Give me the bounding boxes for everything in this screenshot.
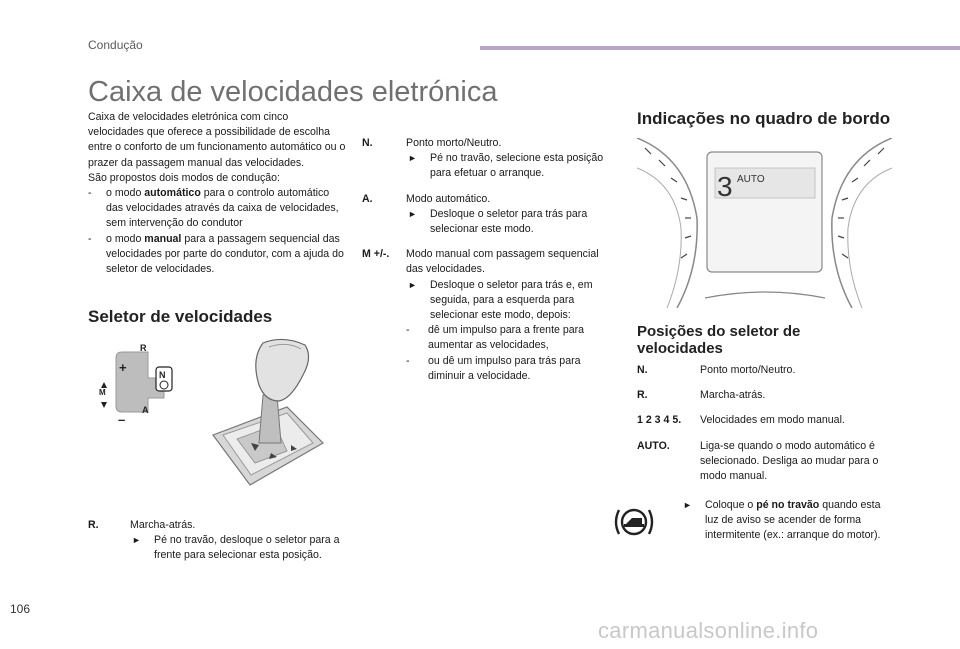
arrow-up-icon [101, 382, 107, 388]
position-row [637, 363, 892, 378]
instruction-text: Desloque o seletor para trás para selecionar este modo. [430, 207, 588, 236]
selector-heading: Seletor de velocidades [88, 307, 273, 326]
dash-marker: - [406, 354, 410, 367]
definition-label: Modo manual com passagem sequencial das velocidades. [406, 248, 599, 276]
position-value: Liga-se quando o modo automático é selecionado. Desliga ao mudar para o modo manual. [700, 439, 879, 483]
position-row [637, 413, 892, 428]
warning-bold-text: pé no travão [756, 499, 820, 511]
instrument-cluster-illustration [637, 138, 892, 308]
mode-manual-definition [362, 247, 618, 384]
instruction-text: dê um impulso para a frente para aumentar as velocidades, [428, 324, 585, 352]
instruction-text: Desloque o seletor para trás e, em seguida, para a esquerda para selecionar este modo, depois: [430, 278, 593, 322]
position-key: N. [637, 364, 648, 376]
gear-m-label: M [99, 388, 106, 397]
section-label: Condução [88, 38, 143, 52]
mode-neutral-definition [362, 136, 618, 182]
reverse-definition [88, 518, 346, 564]
position-key: AUTO. [637, 439, 670, 452]
gear-minus-label: – [118, 412, 126, 427]
definition-label: Ponto morto/Neutro. [406, 137, 502, 149]
position-key: R. [637, 389, 648, 402]
instruction-arrow-icon: ► [408, 153, 417, 164]
position-row [637, 439, 892, 485]
brake-warning-icon [612, 502, 656, 542]
dashboard-heading: Indicações no quadro de bordo [637, 109, 891, 128]
instruction-arrow-icon: ► [408, 208, 417, 219]
instruction-arrow-icon: ► [132, 535, 141, 546]
position-key: 1 2 3 4 5. [637, 414, 682, 427]
definition-key: A. [362, 192, 373, 205]
gear-pattern-diagram [90, 340, 185, 430]
page-number: 106 [10, 602, 31, 616]
dash-marker: - [88, 232, 92, 245]
gear-r-label: R [140, 343, 147, 353]
definition-key: N. [362, 137, 373, 149]
intro-text [88, 110, 346, 277]
definition-label: Modo automático. [406, 192, 491, 205]
intro-mode-item: - o modo automático para o controlo automático das velocidades através da caixa de velocidades, sem intervenção do condutor [88, 186, 346, 232]
gear-plus-label: + [119, 360, 127, 375]
positions-list [637, 363, 892, 484]
instruction-arrow-icon: ► [408, 279, 417, 290]
modes-list [362, 136, 618, 384]
gear-indicator: 3 [717, 171, 733, 202]
instruction-text: Pé no travão, desloque o seletor para a frente para selecionar esta posição. [154, 534, 340, 562]
gear-a-label: A [142, 405, 149, 415]
position-value: Ponto morto/Neutro. [700, 364, 796, 376]
mode-automatic-label: automático [144, 187, 201, 200]
dash-marker: - [88, 187, 92, 200]
watermark: carmanualsonline.info [598, 618, 819, 643]
instruction-text: ou dê um impulso para trás para diminuir a velocidade. [428, 354, 581, 382]
header-accent-bar [480, 46, 960, 50]
dash-marker: - [406, 324, 410, 337]
position-value: Velocidades em modo manual. [700, 414, 845, 427]
mode-manual-label: manual [144, 232, 182, 245]
position-row [637, 388, 892, 403]
position-value: Marcha-atrás. [700, 389, 766, 402]
auto-indicator: AUTO [737, 174, 765, 185]
gear-n-label: N [159, 370, 166, 380]
positions-heading: Posições do seletor de velocidades [637, 323, 801, 357]
definition-key: M +/-. [362, 248, 390, 261]
definition-key: R. [88, 519, 99, 531]
intro-paragraph: Caixa de velocidades eletrónica com cinco velocidades que oferece a possibilidade de escolha entre o conforto de um funcionamento automático ou o prazer da passagem manual das velocidades. [88, 111, 346, 169]
page-title: Caixa de velocidades eletrónica [88, 76, 498, 108]
mode-automatic-definition [362, 192, 618, 238]
gear-lever-illustration [195, 335, 330, 500]
brake-warning-note: ► Coloque o pé no travão quando esta luz de aviso se acender de forma intermitente (ex.: arranque do motor). [681, 498, 881, 544]
intro-mode-item: - o modo manual para a passagem sequencial das velocidades por parte do condutor, com a ajuda do seletor de velocidades. [88, 232, 346, 278]
arrow-down-icon [101, 402, 107, 408]
instruction-text: Pé no travão, selecione esta posição para efetuar o arranque. [430, 152, 604, 180]
definition-label: Marcha-atrás. [130, 519, 196, 531]
instruction-arrow-icon: ► [683, 500, 692, 510]
intro-modes-lead: São propostos dois modos de condução: [88, 171, 280, 184]
